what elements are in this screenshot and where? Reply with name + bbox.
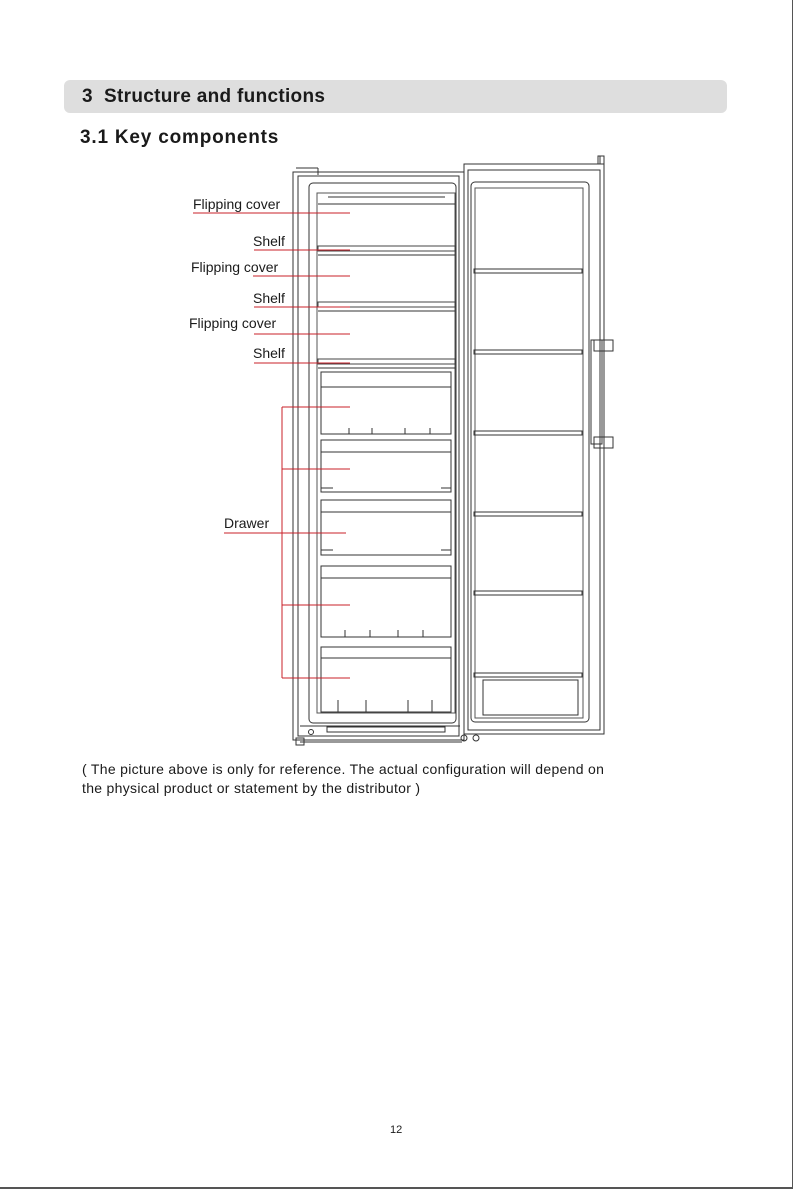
freezer-body-drawing bbox=[293, 156, 613, 745]
label-shelf-2: Shelf bbox=[253, 290, 285, 306]
label-shelf-3: Shelf bbox=[253, 345, 285, 361]
reference-note bbox=[82, 760, 604, 798]
leader-lines bbox=[193, 213, 350, 678]
label-drawer: Drawer bbox=[224, 515, 270, 531]
label-flipping-cover-2: Flipping cover bbox=[191, 259, 279, 275]
reference-note-line-2: the physical product or statement by the distributor ) bbox=[82, 780, 421, 796]
label-flipping-cover-1: Flipping cover bbox=[193, 196, 281, 212]
section-number: 3 bbox=[82, 86, 93, 107]
subsection-heading: 3.1 Key components bbox=[80, 127, 280, 148]
label-shelf-1: Shelf bbox=[253, 233, 285, 249]
label-flipping-cover-3: Flipping cover bbox=[189, 315, 277, 331]
page-number: 12 bbox=[390, 1124, 403, 1136]
section-title-text: Structure and functions bbox=[104, 86, 326, 107]
reference-note-line-1: ( The picture above is only for reference. The actual configuration will depend on bbox=[82, 761, 605, 777]
